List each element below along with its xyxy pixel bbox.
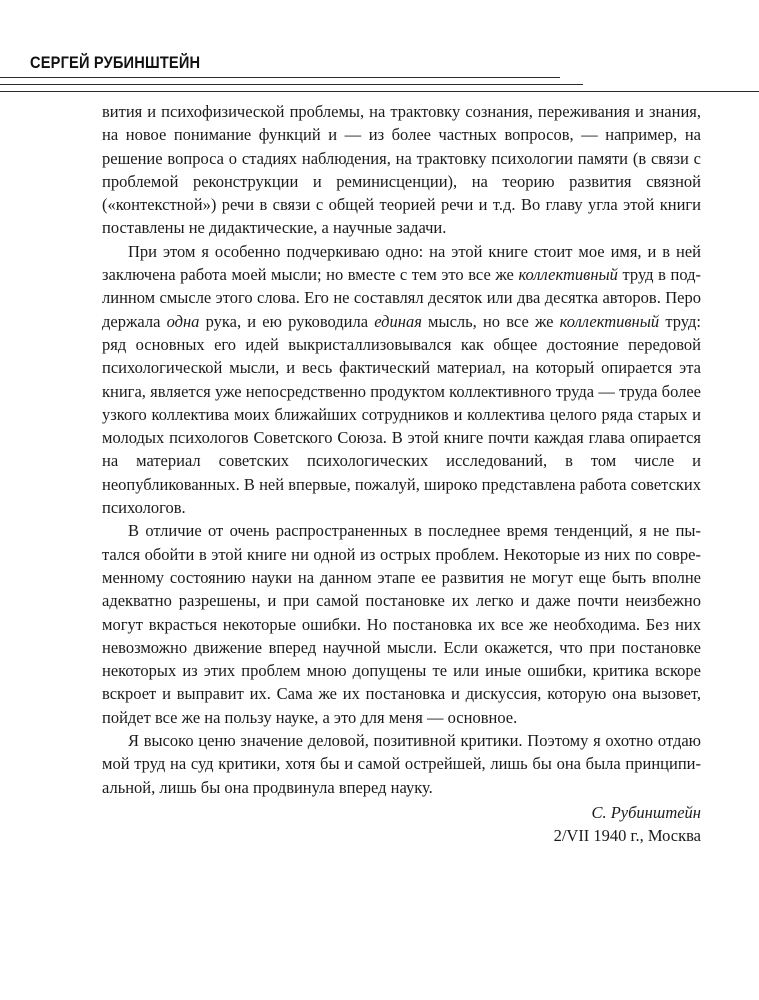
header-rule-bottom	[0, 91, 759, 92]
signature-name: С. Рубинштейн	[591, 803, 701, 822]
paragraph-2	[102, 240, 701, 520]
signature-block	[102, 801, 701, 848]
running-header-title: СЕРГЕЙ РУБИНШТЕЙН	[30, 53, 201, 72]
emphasis-collective-2: коллективный	[559, 311, 660, 331]
paragraph-2-text-2: труд в подлинном смысле этого слова. Его не составлял десяток или два десятка авторов. Перо держала	[102, 265, 701, 331]
emphasis-collective-1: коллективный	[518, 265, 618, 285]
emphasis-one: одна	[166, 311, 200, 331]
paragraph-2-text-1: При этом я особенно подчеркиваю одно: на этой книге стоит мое имя, и в ней заключена работа моей мысли; но вместе с тем это все же	[102, 241, 701, 285]
emphasis-single: единая	[374, 311, 422, 331]
paragraph-4: Я высоко ценю значение деловой, позитивной критики. Поэтому я охотно отдаю мой труд на суд критики, хотя бы и самой острейшей, лишь бы она была принципиальной, лишь бы она продвинула вперед науку.	[102, 731, 701, 797]
paragraph-2-text-4: мысль, но все же	[421, 311, 560, 331]
paragraph-3: В отличие от очень распространенных в последнее время тенденций, я не пытался обойти в этой книге ни одной из острых проблем. Некоторые из них по современному состоянию науки на данном этапе ее развития не могут еще быть вполне адекватно разрешены, и при самой постановке их легко и даже почти неизбежно могут вкрасться некоторые ошибки. Но постановка их все же необходима. Без них невозможно движение вперед научной мысли. Если окажется, что при постановке некоторых из этих проблем мною допущены те или иные ошибки, критика вскоре вскроет и выправит их. Сама же их постановка и дискуссия, которую она вызовет, пойдет все же на пользу науке, а это для меня — основное.	[102, 521, 701, 727]
header-rule-middle	[0, 84, 583, 85]
body-text	[102, 100, 701, 799]
paragraph-2-text-3: рука, и ею руководила	[199, 311, 375, 331]
header-rule-top	[0, 77, 560, 78]
signature-date-place: 2/VII 1940 г., Москва	[553, 826, 701, 846]
paragraph-1: вития и психофизической проблемы, на трактовку сознания, переживания и знания, на новое понимание функций и — из более частных вопросов, — например, на решение вопроса о стадиях наблюдения, на трактовку психологии памяти (в связи с проблемой реконструкции и реминисценции), на теорию развития связной («контекстной») речи в связи с общей теорией речи и т.д. Во главу угла этой книги поставлены не дидактические, а научные задачи.	[102, 102, 701, 238]
paragraph-2-text-5: труд: ряд основных его идей выкристаллизовывался как общее достояние передовой психологической мысли, и весь фактический материал, на который опирается эта книга, является уже непосредственно продуктом коллективного труда — труда более узкого коллектива моих ближайших сотрудников и коллектива целого ряда старых и молодых психологов Советского Союза. В этой книге почти каждая глава опирается на материал советских психологических исследований, в том числе и неопубликованных. В ней впервые, пожалуй, широко представлена работа советских психологов.	[102, 311, 701, 518]
